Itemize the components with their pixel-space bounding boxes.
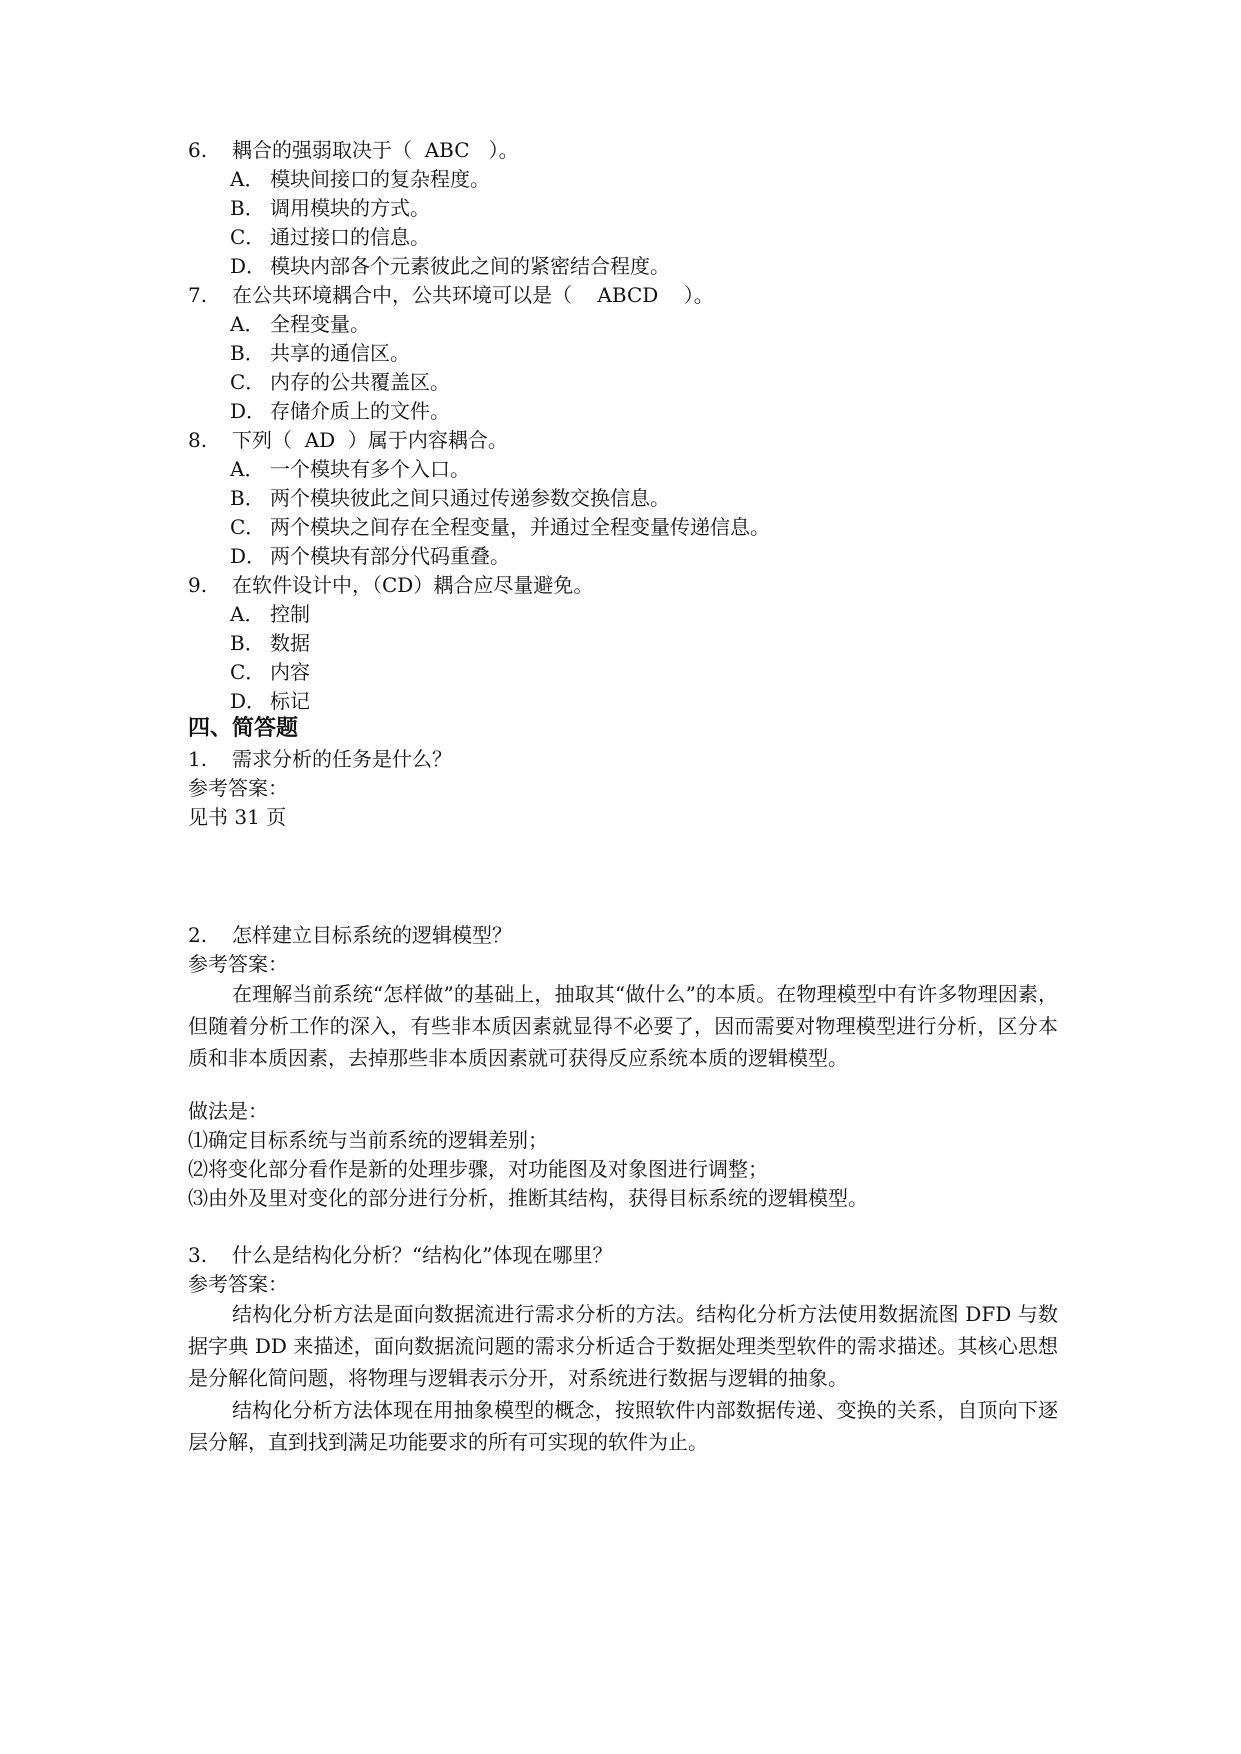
option-text: 两个模块之间存在全程变量，并通过全程变量传递信息。 <box>270 515 770 539</box>
question-text: 怎样建立目标系统的逻辑模型？ <box>232 923 512 947</box>
option-text: 模块间接口的复杂程度。 <box>270 167 490 191</box>
option-text: 内容 <box>270 660 310 684</box>
question-number: 1. <box>188 747 208 771</box>
answer-paragraph: 结构化分析方法是面向数据流进行需求分析的方法。结构化分析方法使用数据流图 DFD 与数据字典 DD 来描述，面向数据流问题的需求分析适合于数据处理类型软件的需求描述。其核心思想是分解化简问题，将物理与逻辑表示分开，对系统进行数据与逻辑的抽象。 <box>188 1302 1058 1390</box>
option-6c <box>230 225 430 249</box>
question-stem: 耦合的强弱取决于（ ABC ）。 <box>232 138 519 162</box>
question-number: 3. <box>188 1243 208 1267</box>
question-number: 7. <box>188 283 208 307</box>
option-7d <box>230 399 450 423</box>
answer-text: 见书 31 页 <box>188 805 287 829</box>
question-text: 什么是结构化分析？“结构化”体现在哪里？ <box>232 1243 613 1267</box>
option-8d <box>230 544 510 568</box>
answer-paragraph: 结构化分析方法体现在用抽象模型的概念，按照软件内部数据传递、变换的关系，自顶向下逐层分解，直到找到满足功能要求的所有可实现的软件为止。 <box>188 1398 1058 1454</box>
option-7c <box>230 370 450 394</box>
option-9c <box>230 660 310 684</box>
option-letter: B． <box>230 486 265 510</box>
option-7b <box>230 341 410 365</box>
option-text: 共享的通信区。 <box>270 341 410 365</box>
option-letter: D． <box>230 544 267 568</box>
option-letter: D． <box>230 689 267 713</box>
option-letter: D． <box>230 254 267 278</box>
option-letter: B． <box>230 631 265 655</box>
answer-line: 做法是： <box>188 1099 268 1123</box>
section-title: 四、简答题 <box>188 716 299 741</box>
option-text: 内存的公共覆盖区。 <box>270 370 450 394</box>
question-7 <box>188 283 714 307</box>
answer-label: 参考答案： <box>188 952 288 976</box>
option-letter: A． <box>230 312 265 336</box>
option-8c <box>230 515 770 539</box>
option-text: 一个模块有多个入口。 <box>270 457 470 481</box>
question-stem: 在软件设计中，（CD）耦合应尽量避免。 <box>232 573 594 597</box>
option-8b <box>230 486 670 510</box>
answer-label: 参考答案： <box>188 776 288 800</box>
short-question-3 <box>188 1243 612 1267</box>
option-8a <box>230 457 470 481</box>
option-text: 存储介质上的文件。 <box>270 399 450 423</box>
option-letter: A． <box>230 602 265 626</box>
question-text: 需求分析的任务是什么？ <box>232 747 452 771</box>
option-letter: B． <box>230 196 265 220</box>
option-text: 数据 <box>270 631 310 655</box>
option-7a <box>230 312 370 336</box>
option-text: 通过接口的信息。 <box>270 225 430 249</box>
answer-paragraph: 在理解当前系统“怎样做”的基础上，抽取其“做什么”的本质。在物理模型中有许多物理因素，但随着分析工作的深入，有些非本质因素就显得不必要了，因而需要对物理模型进行分析，区分本质和非本质因素，去掉那些非本质因素就可获得反应系统本质的逻辑模型。 <box>188 982 1058 1070</box>
option-letter: D． <box>230 399 267 423</box>
option-9d <box>230 689 310 713</box>
question-stem: 在公共环境耦合中，公共环境可以是（ ABCD ）。 <box>232 283 714 307</box>
option-text: 全程变量。 <box>270 312 370 336</box>
option-6d <box>230 254 670 278</box>
option-letter: A． <box>230 167 265 191</box>
option-text: 标记 <box>270 689 310 713</box>
option-letter: C． <box>230 225 266 249</box>
answer-line: ⑶由外及里对变化的部分进行分析，推断其结构，获得目标系统的逻辑模型。 <box>188 1186 868 1210</box>
option-text: 两个模块彼此之间只通过传递参数交换信息。 <box>270 486 670 510</box>
answer-line: ⑵将变化部分看作是新的处理步骤，对功能图及对象图进行调整； <box>188 1157 768 1181</box>
option-letter: C． <box>230 515 266 539</box>
option-text: 模块内部各个元素彼此之间的紧密结合程度。 <box>270 254 670 278</box>
option-6a <box>230 167 490 191</box>
question-9 <box>188 573 593 597</box>
option-text: 两个模块有部分代码重叠。 <box>270 544 510 568</box>
option-text: 调用模块的方式。 <box>270 196 430 220</box>
option-letter: B． <box>230 341 265 365</box>
question-8 <box>188 428 508 452</box>
question-number: 6. <box>188 138 208 162</box>
option-letter: C． <box>230 370 266 394</box>
question-number: 9. <box>188 573 208 597</box>
option-9b <box>230 631 310 655</box>
option-text: 控制 <box>270 602 310 626</box>
question-number: 2. <box>188 923 208 947</box>
question-6 <box>188 138 519 162</box>
answer-line: ⑴确定目标系统与当前系统的逻辑差别； <box>188 1128 548 1152</box>
question-number: 8. <box>188 428 208 452</box>
short-question-1 <box>188 747 452 771</box>
short-question-2 <box>188 923 512 947</box>
answer-label: 参考答案： <box>188 1272 288 1296</box>
option-6b <box>230 196 430 220</box>
option-letter: C． <box>230 660 266 684</box>
option-letter: A． <box>230 457 265 481</box>
question-stem: 下列（ AD ）属于内容耦合。 <box>232 428 508 452</box>
option-9a <box>230 602 310 626</box>
